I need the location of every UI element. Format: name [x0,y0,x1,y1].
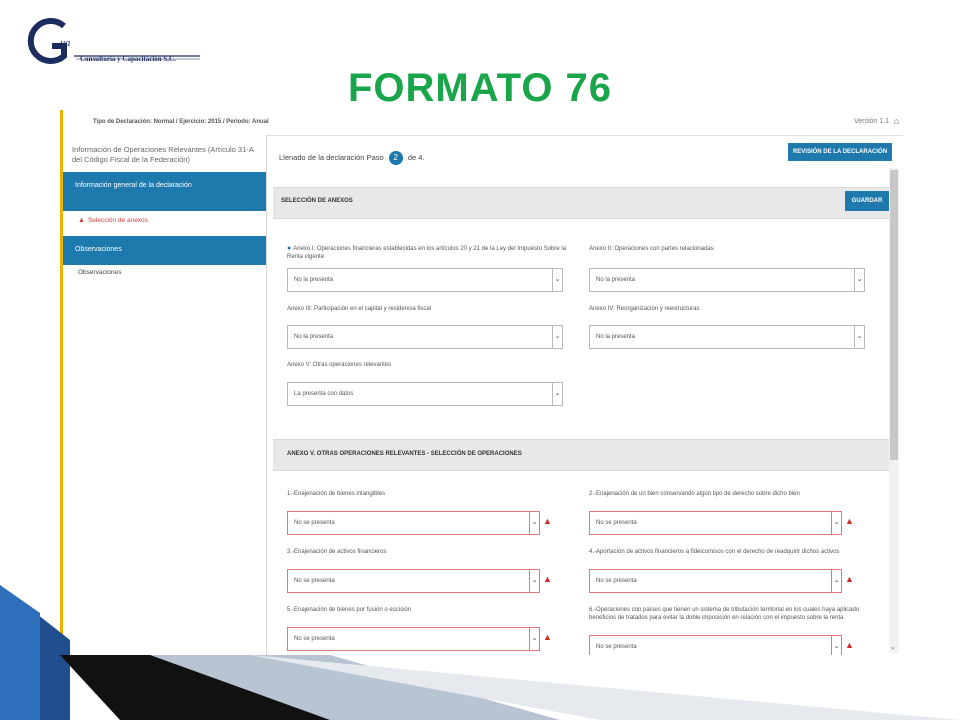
select-anexo-4[interactable] [589,325,865,349]
chevron-down-icon: ⌄ [529,628,539,650]
warning-icon: ▲ [845,640,854,650]
select-value: No la presenta [294,334,334,340]
app-screenshot [60,110,903,655]
field-label-operacion-3: 3.-Enajenación de activos financieros [287,549,387,555]
chevron-down-icon: ⌄ [552,383,562,405]
warning-icon: ▲ [543,632,552,642]
scrollbar-thumb[interactable] [890,170,898,460]
select-value: No se presenta [294,578,335,584]
sidebar-section-informacion-general[interactable]: Información general de la declaración [63,172,266,211]
step-prefix: Llenado de la declaración Paso [279,152,384,162]
field-label-anexo-2: Anexo II: Operaciones con partes relacionadas [589,246,714,252]
step-indicator [279,151,425,165]
select-value: No se presenta [596,520,637,526]
sidebar-section-observaciones[interactable]: Observaciones [63,236,266,265]
select-anexo-1[interactable] [287,268,563,292]
sidebar-title: Información de Operaciones Relevantes (Artículo 31-A del Código Fiscal de la Federación) [72,145,254,164]
home-icon[interactable]: ⌂ [893,116,899,126]
field-label-text: Anexo I: Operaciones financieras establecidas en los artículos 20 y 21 de la Ley del Impuesto Sobre la Renta vigente [287,246,567,260]
chevron-down-icon: ⌄ [552,269,562,291]
select-operacion-4[interactable] [589,569,842,593]
chevron-down-icon: ⌄ [854,326,864,348]
sidebar-link-label: Selección de anexos [87,217,148,224]
section-title: SELECCIÓN DE ANEXOS [281,198,353,204]
save-button[interactable]: GUARDAR [845,191,889,211]
section-header-seleccion-anexos [273,187,893,219]
field-label-operacion-1: 1.-Enajenación de bienes intangibles [287,491,386,497]
chevron-down-icon: ⌄ [831,636,841,655]
decorative-bottom-swoosh [0,640,960,720]
sidebar-link-observaciones[interactable]: Observaciones [78,269,122,276]
chevron-down-icon: ⌄ [529,512,539,534]
select-operacion-3[interactable] [287,569,540,593]
section-header-anexo-v [273,439,893,471]
warning-icon: ▲ [845,574,854,584]
field-label-anexo-5: Anexo V: Otras operaciones relevantes [287,362,392,368]
scroll-down-icon[interactable]: ⌄ [890,644,896,651]
field-label-operacion-6: 6.-Operaciones con países que tienen un sistema de tributación territorial en los cuales haya aplicado beneficios de tratados para evitar la doble imposición en relación con el impuesto sobre la renta [589,607,860,621]
select-value: No la presenta [596,277,636,283]
select-value: No se presenta [294,520,335,526]
version-label: Versión 1.1 [853,118,889,125]
logo-superscript: ya [60,37,71,49]
scrollbar[interactable] [889,168,899,653]
top-bar [63,110,903,136]
select-value: No se presenta [596,644,637,650]
company-logo [18,12,218,72]
chevron-down-icon: ⌄ [854,269,864,291]
chevron-down-icon: ⌄ [529,570,539,592]
chevron-down-icon: ⌄ [552,326,562,348]
field-label-operacion-4: 4.-Aportación de activos financieros a fideicomisos con el derecho de readquirir dichos activos [589,549,840,555]
select-value: No la presenta [294,277,334,283]
select-anexo-3[interactable] [287,325,563,349]
review-declaration-button[interactable]: REVISIÓN DE LA DECLARACIÓN [788,143,892,161]
slide-title: FORMATO 76 [347,66,613,110]
select-operacion-1[interactable] [287,511,540,535]
step-number-badge: 2 [389,151,403,165]
chevron-down-icon: ⌄ [831,512,841,534]
field-label-anexo-1 [287,245,577,261]
breadcrumb: Tipo de Declaración: Normal / Ejercicio: 2015 / Periodo: Anual [93,119,269,125]
field-label-anexo-4: Anexo IV: Reorganización y reestructuras [589,306,700,312]
chevron-down-icon: ⌄ [831,570,841,592]
warning-icon: ▲ [845,516,854,526]
warning-icon: ▲ [543,516,552,526]
sidebar-link-seleccion-anexos[interactable] [78,217,148,224]
select-value: No se presenta [294,636,335,642]
select-value: La presenta con datos [294,391,354,397]
warning-icon: ▲ [543,574,552,584]
select-anexo-5[interactable] [287,382,563,406]
sidebar [63,135,267,655]
field-label-anexo-3: Anexo III: Participación en el capital y residencia fiscal [287,306,432,312]
select-operacion-2[interactable] [589,511,842,535]
step-suffix: de 4. [407,152,425,162]
main-panel [273,135,893,655]
field-label-operacion-5: 5.-Enajenación de bienes por fusión o escisión [287,607,412,613]
section-title: ANEXO V. OTRAS OPERACIONES RELEVANTES - SELECCIÓN DE OPERACIONES [287,451,522,457]
logo-subtitle: Consultoría y Capacitación S.C. [80,55,176,63]
select-anexo-2[interactable] [589,268,865,292]
info-icon[interactable]: ● [287,245,292,252]
warning-icon: ▲ [78,217,85,224]
field-label-operacion-2: 2.-Enajenación de un bien conservando algún tipo de derecho sobre dicho bien [589,491,800,497]
select-value: No se presenta [596,578,637,584]
select-value: No la presenta [596,334,636,340]
